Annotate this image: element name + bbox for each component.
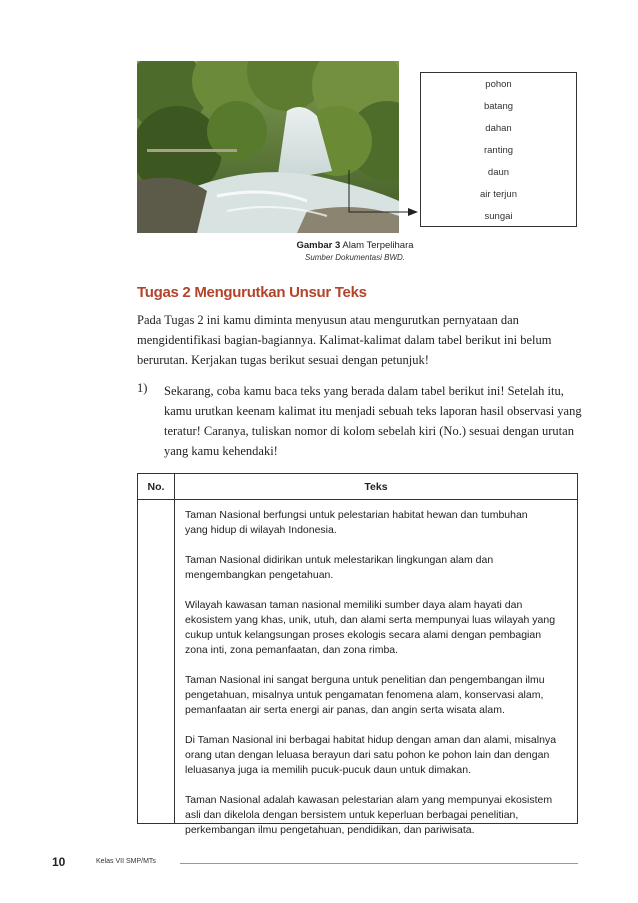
table-row (185, 793, 570, 838)
label-dahan: dahan (485, 123, 512, 134)
row-line: yang hidup di wilayah Indonesia. (185, 524, 337, 536)
row-line: Di Taman Nasional ini berbagai habitat hidup dengan aman dan alami, misalnya (185, 734, 557, 746)
row-line: Taman Nasional adalah kawasan pelestarian alam yang mempunyai ekosistem (185, 794, 553, 806)
table-row (185, 673, 570, 718)
row-line: zona inti, zona pemanfaatan, dan zona rimba. (185, 644, 399, 656)
row-line: Taman Nasional didirikan untuk melestarikan lingkungan alam dan (185, 554, 494, 566)
task-title: Tugas 2 Mengurutkan Unsur Teks (137, 284, 367, 301)
item-line: Sekarang, coba kamu baca teks yang berada dalam tabel berikut ini! Setelah itu, (164, 384, 564, 398)
caption-text: Alam Terpelihara (342, 240, 414, 251)
item-line: kamu urutkan keenam kalimat itu menjadi sebuah teks laporan hasil observasi yang (164, 404, 582, 418)
table-row (185, 553, 570, 583)
row-line: asli dan dikelola dengan bersistem untuk keperluan berbagai penelitian, (185, 809, 519, 821)
table-row (185, 508, 570, 538)
caption-source: Sumber Dokumentasi BWD. (304, 253, 406, 262)
row-line: leluasanya juga ia memilih pucuk-pucuk daun untuk dimakan. (185, 764, 472, 776)
row-line: orang utan dengan leluasa berayun dari satu pohon ke pohon lain dan dengan (185, 749, 550, 761)
figure-caption (285, 240, 425, 264)
row-line: Taman Nasional berfungsi untuk pelestarian habitat hewan dan tumbuhan (185, 509, 528, 521)
book-title: Kelas VII SMP/MTs (96, 858, 156, 865)
row-line: pemanfaatan air serta energi air panas, dan angin serta wisata alam. (185, 704, 505, 716)
header-no: No. (147, 481, 165, 493)
part-labels-box (420, 72, 577, 227)
row-line: pengetahuan, misalnya untuk pengamatan fenomena alam, konservasi alam, (185, 689, 544, 701)
caption-label: Gambar 3 (296, 240, 341, 251)
table-row (185, 598, 570, 658)
header-teks: Teks (364, 481, 388, 493)
item-number: 1) (137, 381, 148, 395)
table-body (185, 508, 570, 853)
row-line: ekosistem yang khas, unik, utuh, dan alami serta mempunyai luas wilayah yang (185, 614, 556, 626)
label-ranting: ranting (483, 145, 514, 156)
label-sungai: sungai (484, 211, 513, 222)
item-line: teratur! Caranya, tuliskan nomor di kolom sebelah kiri (No.) sesuai dengan urutan (164, 424, 574, 438)
intro-line: mengidentifikasi bagian-bagiannya. Kalimat-kalimat dalam tabel berikut ini belum (137, 333, 552, 347)
sentence-table (137, 473, 578, 836)
label-air-terjun: air terjun (480, 189, 517, 200)
task-intro (137, 310, 577, 370)
row-line: Wilayah kawasan taman nasional memiliki sumber daya alam hayati dan (185, 599, 523, 611)
label-pohon: pohon (485, 79, 512, 90)
intro-line: berurutan. Kerjakan tugas berikut sesuai dengan petunjuk! (137, 353, 429, 367)
column-divider (174, 474, 175, 823)
label-batang: batang (483, 101, 514, 112)
page-number: 10 (52, 855, 66, 869)
row-line: perkembangan ilmu pengetahuan, pendidikan, dan pariwisata. (185, 824, 475, 836)
footer-rule (180, 863, 578, 864)
item-line: yang kamu kehendaki! (164, 444, 278, 458)
intro-line: Pada Tugas 2 ini kamu diminta menyusun atau mengurutkan pernyataan dan (137, 313, 519, 327)
label-daun: daun (487, 167, 510, 178)
row-line: Taman Nasional ini sangat berguna untuk penelitian dan pengembangan ilmu (185, 674, 545, 686)
item-instruction (164, 381, 582, 461)
row-line: mengembangkan pengetahuan. (185, 569, 334, 581)
row-line: cukup untuk kelangsungan proses ekologis secara alami dengan pembagian (185, 629, 542, 641)
table-row (185, 733, 570, 778)
table-header (138, 474, 577, 500)
